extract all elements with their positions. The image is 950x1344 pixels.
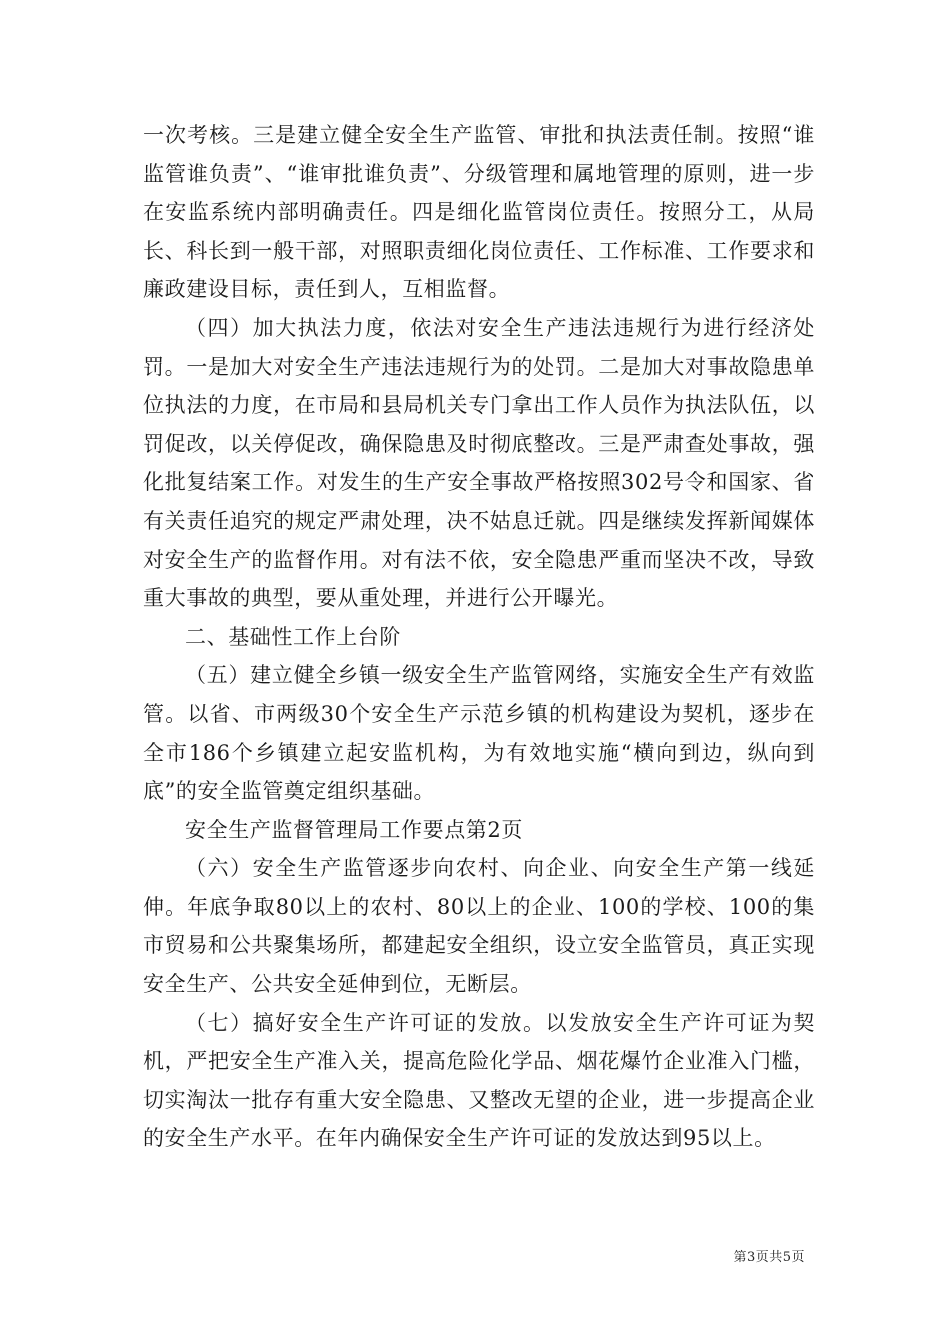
page-number-footer: 第3页共5页 [733,1250,805,1265]
section-heading-foundation: 二、基础性工作上台阶 [185,624,401,649]
paragraph-extension: （六）安全生产监管逐步向农村、向企业、向安全生产第一线延伸。年底争取80以上的农村、80以上的企业、100的学校、100的集市贸易和公共聚集场所，都建起安全组织，设立安全监管员，真正实现安全生产、公共安全延伸到位，无断层。 [143,856,815,997]
paragraph-enforcement: （四）加大执法力度，依法对安全生产违法违规行为进行经济处罚。一是加大对安全生产违法违规行为的处罚。二是加大对事故隐患单位执法的力度，在市局和县局机关专门拿出工作人员作为执法队伍，以罚促改，以关停促改，确保隐患及时彻底整改。三是严肃查处事故，强化批复结案工作。对发生的生产安全事故严格按照302号令和国家、省有关责任追究的规定严肃处理，决不姑息迁就。四是继续发挥新闻媒体对安全生产的监督作用。对有法不依，安全隐患严重而坚决不改，导致重大事故的典型，要从重处理，并进行公开曝光。 [143,315,815,611]
paragraph-license: （七）搞好安全生产许可证的发放。以发放安全生产许可证为契机，严把安全生产准入关，提高危险化学品、烟花爆竹企业准入门槛，切实淘汰一批存有重大安全隐患、又整改无望的企业，进一步提高企业的安全生产水平。在年内确保安全生产许可证的发放达到95以上。 [143,1010,815,1151]
document-body [143,116,815,1158]
paragraph-township-network: （五）建立健全乡镇一级安全生产监管网络，实施安全生产有效监管。以省、市两级30个安全生产示范乡镇的机构建设为契机，逐步在全市186个乡镇建立起安监机构，为有效地实施“横向到边，纵向到底”的安全监管奠定组织基础。 [143,663,815,804]
paragraph-responsibility-continued: 一次考核。三是建立健全安全生产监管、审批和执法责任制。按照“谁监管谁负责”、“谁审批谁负责”、分级管理和属地管理的原则，进一步在安监系统内部明确责任。四是细化监管岗位责任。按照分工，从局长、科长到一般干部，对照职责细化岗位责任、工作标准、工作要求和廉政建设目标，责任到人，互相监督。 [143,123,815,302]
page-marker-text: 安全生产监督管理局工作要点第2页 [185,817,523,842]
